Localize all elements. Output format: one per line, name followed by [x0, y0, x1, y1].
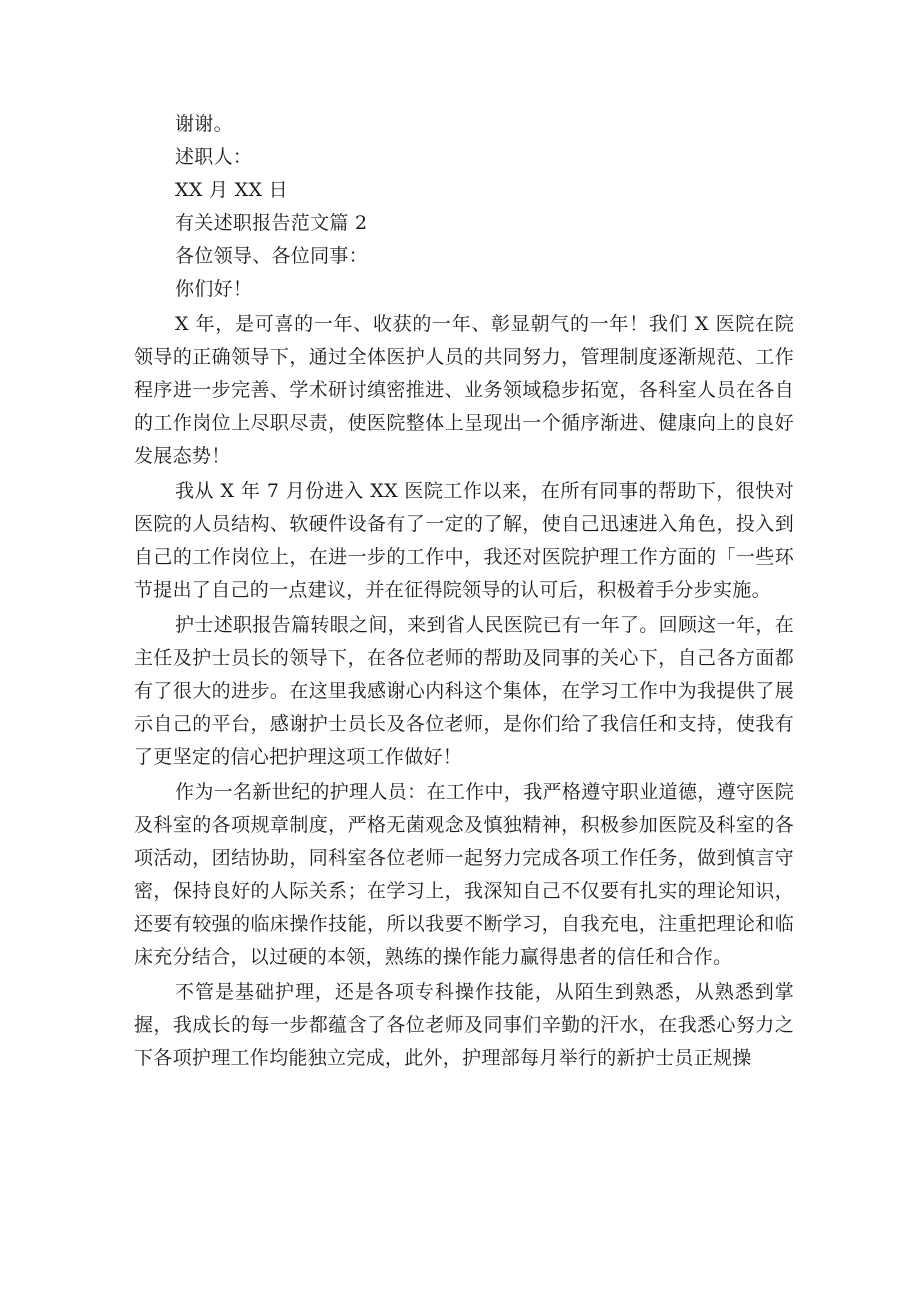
greeting: 你们好！: [175, 278, 253, 300]
paragraph-nursing-skills: 不管是基础护理，还是各项专科操作技能，从陌生到熟悉，从熟悉到掌握，我成长的每一步都蕴含了各位老师及同事们辛勤的汗水，在我悉心努力之下各项护理工作均能独立完成，此外，护理部每月举行的新护士员正规操: [134, 981, 794, 1069]
reporter-signature-label: 述职人：: [175, 146, 253, 168]
paragraph-hospital-year: X 年，是可喜的一年、收获的一年、彰显朝气的一年！我们 X 医院在院领导的正确领导下，通过全体医护人员的共同努力，管理制度逐渐规范、工作程序进一步完善、学术研讨缜密推进、业务领域稳步拓宽，各科室人员在各自的工作岗位上尽职尽责，使医院整体上呈现出一个循序渐进、健康向上的良好发展态势！: [134, 313, 794, 467]
paragraph-nurse-report: 护士述职报告篇转眼之间，来到省人民医院已有一年了。回顾这一年，在主任及护士员长的领导下，在各位老师的帮助及同事的关心下，自己各方面都有了很大的进步。在这里我感谢心内科这个集体，在学习工作中为我提供了展示自己的平台，感谢护士员长及各位老师，是你们给了我信任和支持，使我有了更坚定的信心把护理这项工作做好！: [134, 614, 794, 768]
document-body: [134, 108, 794, 1075]
paragraph-professional-conduct: 作为一名新世纪的护理人员：在工作中，我严格遵守职业道德，遵守医院及科室的各项规章制度，严格无菌观念及慎独精神，积极参加医院及科室的各项活动，团结协助，同科室各位老师一起努力完成各项工作任务，做到慎言守密，保持良好的人际关系；在学习上，我深知自己不仅要有扎实的理论知识，还要有较强的临床操作技能，所以我要不断学习，自我充电，注重把理论和临床充分结合，以过硬的本领，熟练的操作能力赢得患者的信任和合作。: [134, 781, 794, 968]
paragraph-joining-hospital: 我从 X 年 7 月份进入 XX 医院工作以来，在所有同事的帮助下，很快对医院的人员结构、软硬件设备有了一定的了解，使自己迅速进入角色，投入到自己的工作岗位上，在进一步的工作中，我还对医院护理工作方面的「一些环节提出了自己的一点建议，并在征得院领导的认可后，积极着手分步实施。: [134, 480, 794, 601]
section-title: 有关述职报告范文篇 2: [175, 212, 368, 234]
salutation: 各位领导、各位同事：: [175, 245, 369, 267]
report-date: XX 月 XX 日: [175, 179, 288, 201]
closing-thanks: 谢谢。: [175, 113, 233, 135]
